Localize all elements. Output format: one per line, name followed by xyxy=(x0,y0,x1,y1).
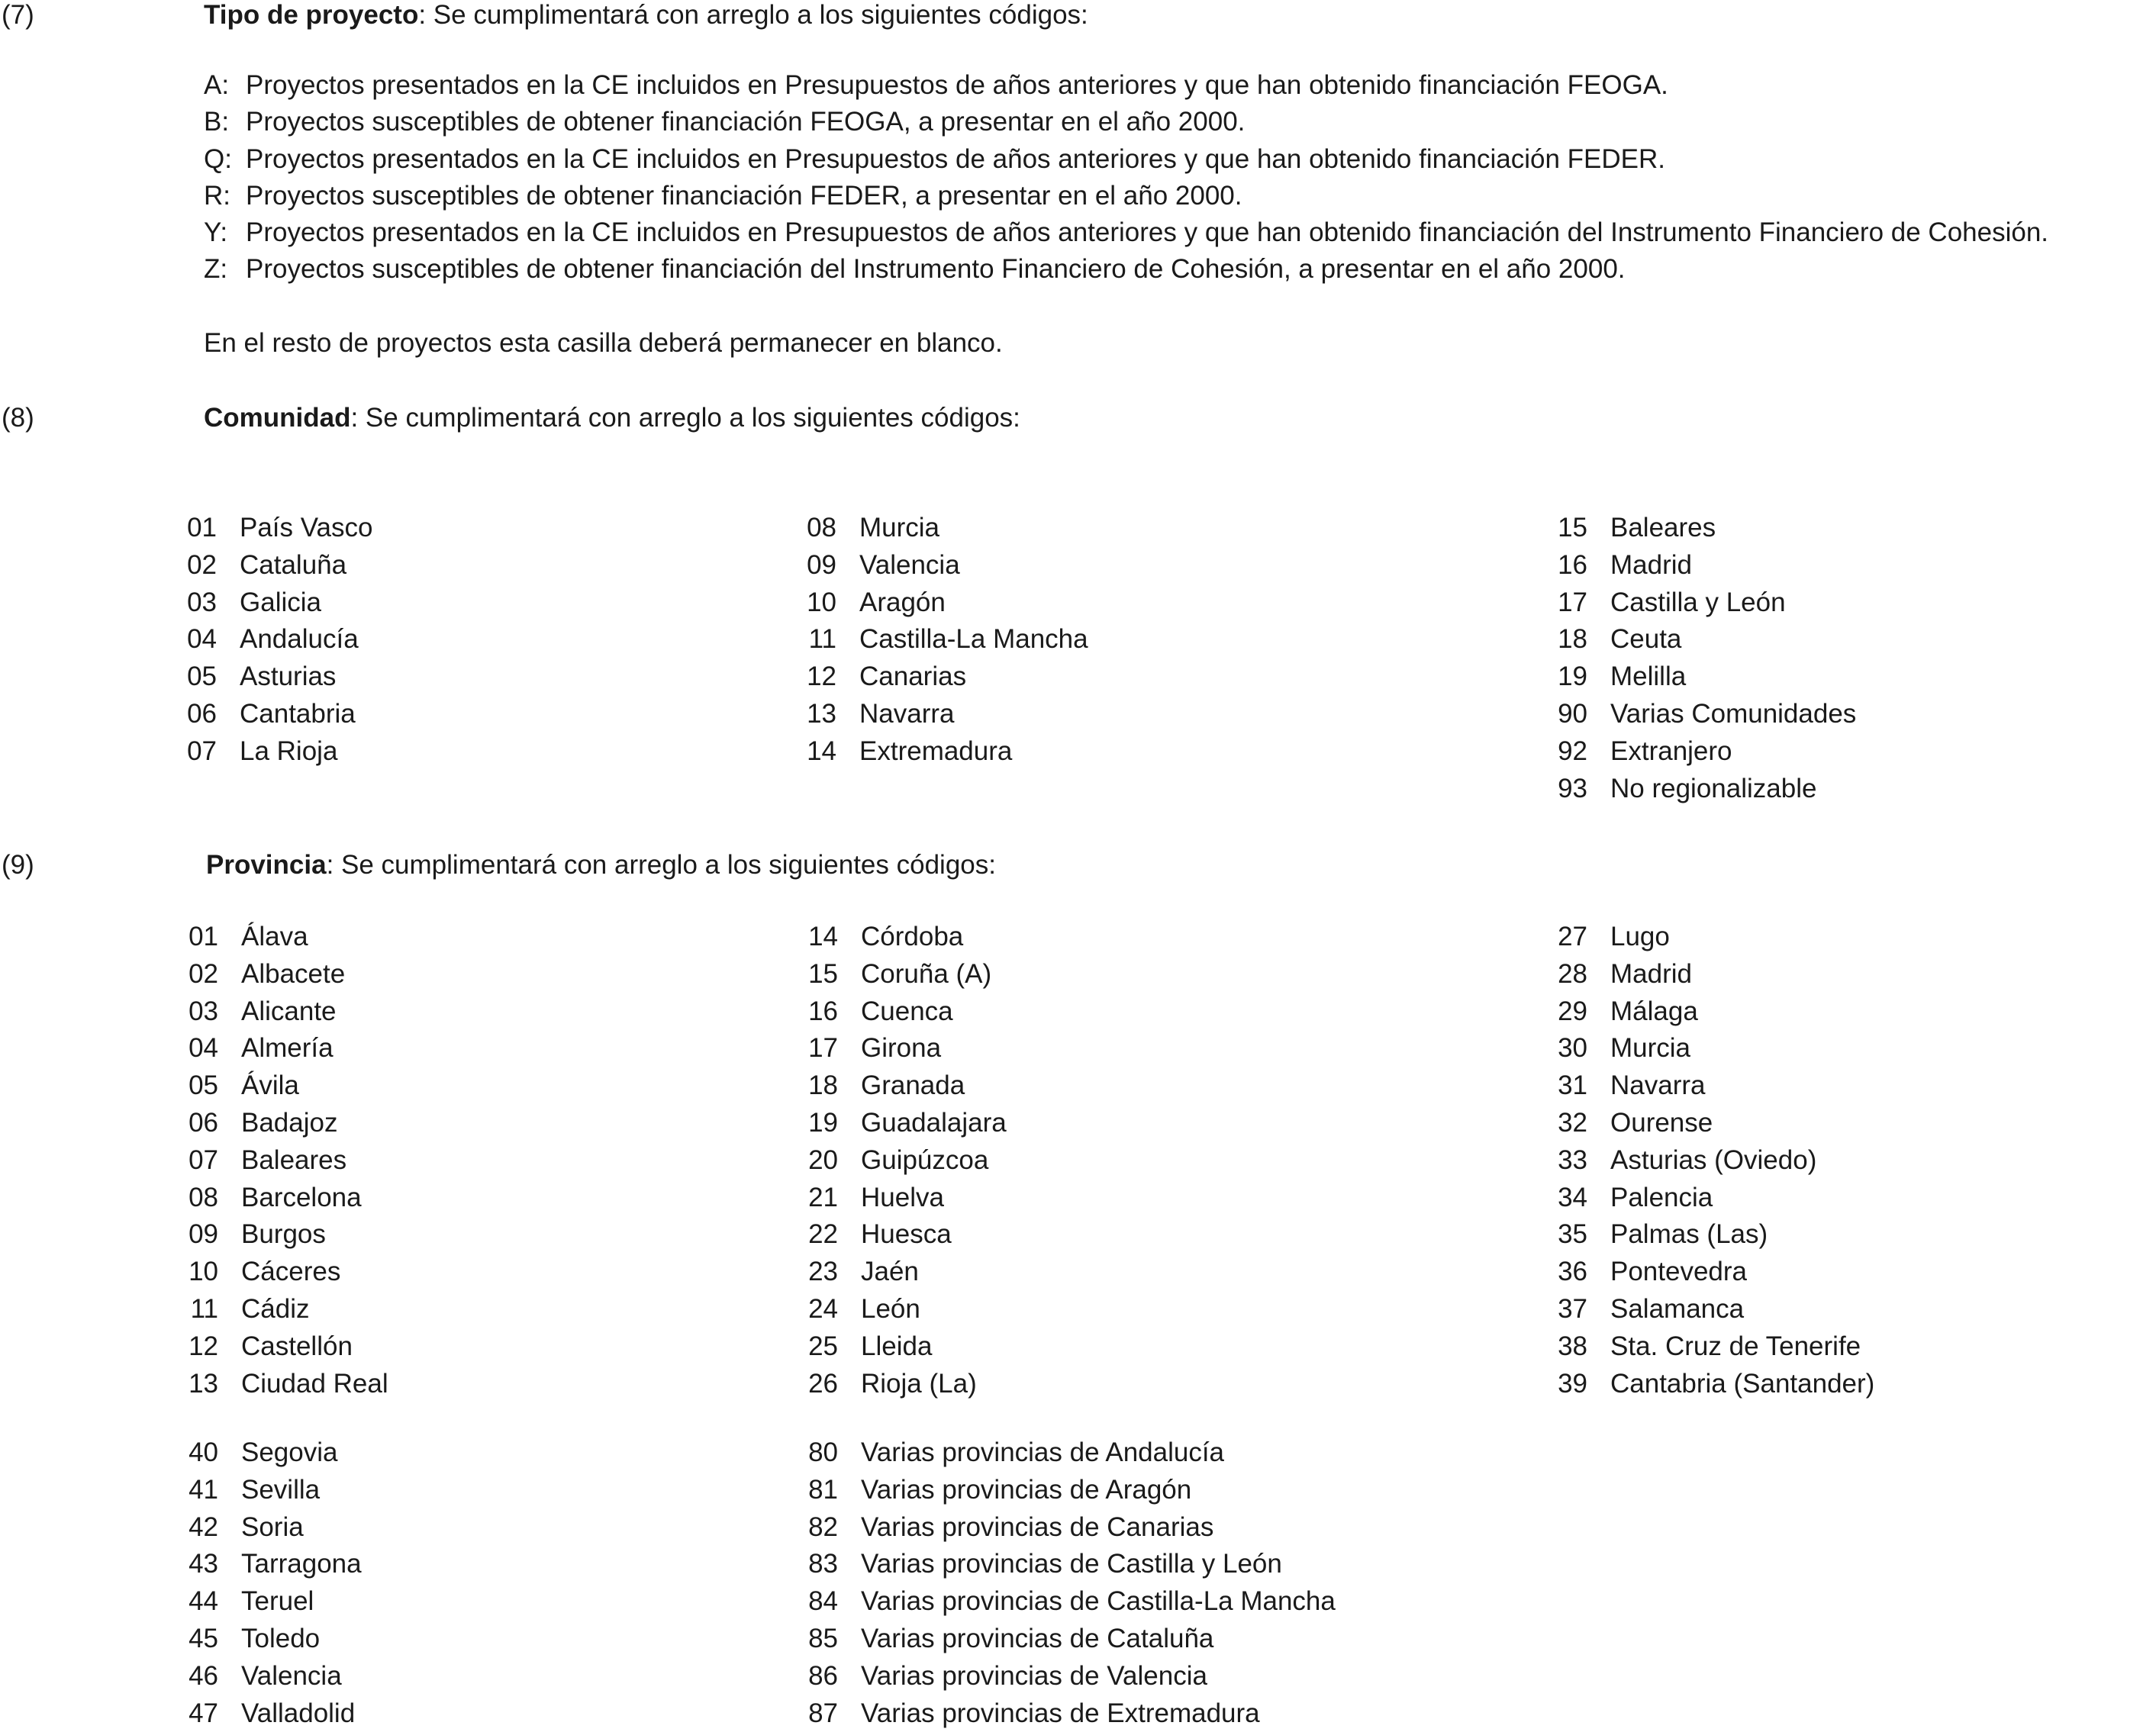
province-column-4 xyxy=(182,1434,362,1732)
list-item xyxy=(182,1105,388,1142)
code-name: País Vasco xyxy=(240,513,373,542)
list-item xyxy=(801,1366,1007,1403)
list-item xyxy=(182,1142,388,1180)
code-name: Asturias xyxy=(240,662,337,692)
code-name: Andalucía xyxy=(240,624,359,655)
code-number: 03 xyxy=(189,996,218,1026)
code-name: Valladolid xyxy=(241,1698,356,1728)
code-name: Varias provincias de Aragón xyxy=(861,1474,1192,1505)
code-name: Segovia xyxy=(241,1437,338,1467)
code-name: Cataluña xyxy=(240,549,347,580)
code-name: Guadalajara xyxy=(861,1107,1007,1138)
section-9-intro: : Se cumplimentará con arreglo a los siguientes códigos: xyxy=(326,850,996,880)
code-name: Cáceres xyxy=(241,1257,341,1287)
list-item xyxy=(1554,956,1874,993)
list-item xyxy=(1554,1366,1874,1403)
code-name: Sta. Cruz de Tenerife xyxy=(1610,1331,1861,1361)
code-name: Murcia xyxy=(859,513,940,542)
code-number: 84 xyxy=(808,1586,838,1617)
code-number: 38 xyxy=(1558,1331,1587,1361)
code-number: 40 xyxy=(189,1437,218,1467)
code-name: Tarragona xyxy=(241,1549,362,1579)
code-name: Sevilla xyxy=(241,1474,321,1505)
project-type-code-y xyxy=(204,217,2048,248)
code-number: 19 xyxy=(808,1107,838,1138)
code-name: Burgos xyxy=(241,1219,326,1250)
code-name: Lleida xyxy=(861,1331,933,1361)
code-number: 21 xyxy=(808,1182,838,1212)
code-number: 33 xyxy=(1558,1144,1587,1175)
code-name: Granada xyxy=(861,1070,965,1101)
section-8-heading xyxy=(204,403,1020,433)
list-item xyxy=(182,1366,388,1403)
list-item xyxy=(801,1291,1007,1328)
list-item xyxy=(180,696,372,733)
list-item xyxy=(800,733,1088,771)
province-column-5 xyxy=(801,1434,1336,1732)
code-number: 02 xyxy=(189,958,218,989)
code-number: 13 xyxy=(189,1368,218,1399)
code-name: Valencia xyxy=(241,1660,342,1691)
list-item xyxy=(1554,1216,1874,1254)
list-item xyxy=(1554,510,1856,547)
code-name: Soria xyxy=(241,1511,304,1542)
list-item xyxy=(801,1658,1336,1695)
section-7-heading xyxy=(204,0,1088,31)
list-item xyxy=(182,1328,388,1366)
code-name: Lugo xyxy=(1610,922,1670,951)
code-name: Castilla y León xyxy=(1610,587,1786,617)
list-item xyxy=(1554,1030,1874,1067)
list-item xyxy=(1554,584,1856,622)
list-item xyxy=(801,1105,1007,1142)
project-type-code-a xyxy=(204,70,1668,101)
list-item xyxy=(801,1142,1007,1180)
list-item xyxy=(800,658,1088,696)
list-item xyxy=(801,1583,1336,1621)
list-item xyxy=(1554,771,1856,808)
code-number: 14 xyxy=(807,736,836,766)
list-item xyxy=(1554,1254,1874,1291)
section-9-title: Provincia xyxy=(206,850,327,880)
code-name: Barcelona xyxy=(241,1182,362,1212)
code-number: 12 xyxy=(807,662,836,692)
code-name: Canarias xyxy=(859,662,967,692)
code-name: Teruel xyxy=(241,1586,314,1617)
list-item xyxy=(801,1067,1007,1105)
list-item xyxy=(800,510,1088,547)
code-name: Castilla-La Mancha xyxy=(859,624,1088,655)
list-item xyxy=(180,547,372,584)
code-number: 07 xyxy=(189,1144,218,1175)
list-item xyxy=(801,1328,1007,1366)
code-name: Varias provincias de Andalucía xyxy=(861,1437,1225,1467)
list-item xyxy=(182,1067,388,1105)
code-number: 47 xyxy=(189,1698,218,1728)
code-name: Palmas (Las) xyxy=(1610,1219,1768,1250)
list-item xyxy=(1554,696,1856,733)
code-name: La Rioja xyxy=(240,736,338,766)
code-name: Melilla xyxy=(1610,662,1687,692)
list-item xyxy=(801,1509,1336,1547)
section-7-intro: : Se cumplimentará con arreglo a los siguientes códigos: xyxy=(418,0,1088,30)
code-number: 11 xyxy=(808,624,836,655)
code-number: 26 xyxy=(808,1368,838,1399)
code-number: 10 xyxy=(807,587,836,617)
list-item xyxy=(801,1216,1007,1254)
code-number: 28 xyxy=(1558,958,1587,989)
code-name: Cádiz xyxy=(241,1293,310,1324)
code-number: 37 xyxy=(1558,1293,1587,1324)
code-name: Extranjero xyxy=(1610,736,1732,766)
list-item xyxy=(180,621,372,658)
code-number: 80 xyxy=(808,1437,838,1467)
list-item xyxy=(182,1695,362,1732)
code-name: Navarra xyxy=(859,698,955,729)
code-name: Madrid xyxy=(1610,958,1692,989)
code-name: Extremadura xyxy=(859,736,1013,766)
code-name: Varias Comunidades xyxy=(1610,698,1857,729)
code-name: Jaén xyxy=(861,1257,919,1287)
code-name: Rioja (La) xyxy=(861,1368,977,1399)
code-number: 14 xyxy=(808,922,838,951)
code-name: Valencia xyxy=(859,549,960,580)
code-number: 18 xyxy=(808,1070,838,1101)
code-number: 11 xyxy=(190,1293,218,1324)
code-number: 15 xyxy=(1558,513,1587,542)
code-number: 93 xyxy=(1558,773,1587,803)
code-name: Cantabria (Santander) xyxy=(1610,1368,1875,1399)
code-number: 18 xyxy=(1558,624,1587,655)
list-item xyxy=(801,1621,1336,1658)
code-name: Ourense xyxy=(1610,1107,1713,1138)
province-column-1 xyxy=(182,919,388,1402)
code-name: Baleares xyxy=(241,1144,347,1175)
code-number: 06 xyxy=(187,698,217,729)
code-name: No regionalizable xyxy=(1610,773,1817,803)
list-item xyxy=(1554,1067,1874,1105)
project-type-code-z xyxy=(204,254,1626,285)
code-number: 03 xyxy=(187,587,217,617)
code-number: 12 xyxy=(189,1331,218,1361)
list-item xyxy=(182,1216,388,1254)
code-name: Varias provincias de Cataluña xyxy=(861,1623,1214,1653)
code-name: Huelva xyxy=(861,1182,944,1212)
code-number: 01 xyxy=(189,922,218,951)
code-name: Palencia xyxy=(1610,1182,1713,1212)
list-item xyxy=(800,696,1088,733)
code-number: 81 xyxy=(808,1474,838,1505)
code-description: Proyectos susceptibles de obtener financiación del Instrumento Financiero de Cohesión, a presentar en el año 2000. xyxy=(246,254,1626,284)
project-type-code-q xyxy=(204,144,1665,175)
code-number: 32 xyxy=(1558,1107,1587,1138)
code-number: 09 xyxy=(807,549,836,580)
list-item xyxy=(182,1546,362,1583)
code-number: 43 xyxy=(189,1549,218,1579)
code-number: 02 xyxy=(187,549,217,580)
list-item xyxy=(182,1291,388,1328)
code-letter: Z: xyxy=(204,254,228,284)
code-number: 35 xyxy=(1558,1219,1587,1250)
code-name: Girona xyxy=(861,1033,942,1064)
list-item xyxy=(801,1030,1007,1067)
code-number: 83 xyxy=(808,1549,838,1579)
code-name: Coruña (A) xyxy=(861,958,992,989)
code-number: 87 xyxy=(808,1698,838,1728)
code-description: Proyectos susceptibles de obtener financiación FEDER, a presentar en el año 2000. xyxy=(246,181,1242,211)
code-name: Guipúzcoa xyxy=(861,1144,989,1175)
code-number: 04 xyxy=(189,1033,218,1064)
list-item xyxy=(182,1180,388,1217)
code-number: 04 xyxy=(187,624,217,655)
list-item xyxy=(182,1583,362,1621)
code-name: Albacete xyxy=(241,958,346,989)
list-item xyxy=(1554,733,1856,771)
section-9-heading xyxy=(206,850,996,880)
code-number: 92 xyxy=(1558,736,1587,766)
code-name: León xyxy=(861,1293,920,1324)
section-7-number: (7) xyxy=(2,0,34,30)
list-item xyxy=(182,919,388,956)
code-number: 10 xyxy=(189,1257,218,1287)
code-name: Alicante xyxy=(241,996,337,1026)
code-number: 29 xyxy=(1558,996,1587,1026)
code-name: Cuenca xyxy=(861,996,953,1026)
code-number: 16 xyxy=(1558,549,1587,580)
list-item xyxy=(182,1030,388,1067)
code-name: Ciudad Real xyxy=(241,1368,388,1399)
province-column-3 xyxy=(1554,919,1874,1402)
community-column-1 xyxy=(180,510,372,771)
code-name: Almería xyxy=(241,1033,334,1064)
code-number: 27 xyxy=(1558,922,1587,951)
list-item xyxy=(801,1254,1007,1291)
code-number: 86 xyxy=(808,1660,838,1691)
code-number: 01 xyxy=(187,513,217,542)
code-number: 20 xyxy=(808,1144,838,1175)
list-item xyxy=(801,1434,1336,1472)
code-number: 17 xyxy=(808,1033,838,1064)
code-name: Baleares xyxy=(1610,513,1716,542)
code-letter: R: xyxy=(204,181,230,211)
code-number: 22 xyxy=(808,1219,838,1250)
code-number: 39 xyxy=(1558,1368,1587,1399)
code-name: Ceuta xyxy=(1610,624,1682,655)
list-item xyxy=(1554,658,1856,696)
list-item xyxy=(801,1546,1336,1583)
code-number: 08 xyxy=(807,513,836,542)
community-column-3 xyxy=(1554,510,1856,807)
list-item xyxy=(182,1509,362,1547)
list-item xyxy=(180,510,372,547)
code-number: 90 xyxy=(1558,698,1587,729)
code-number: 30 xyxy=(1558,1033,1587,1064)
code-name: Castellón xyxy=(241,1331,353,1361)
code-number: 41 xyxy=(189,1474,218,1505)
code-name: Galicia xyxy=(240,587,321,617)
code-name: Varias provincias de Castilla y León xyxy=(861,1549,1282,1579)
list-item xyxy=(182,1658,362,1695)
list-item xyxy=(180,658,372,696)
list-item xyxy=(182,1472,362,1509)
code-description: Proyectos presentados en la CE incluidos en Presupuestos de años anteriores y que han obtenido financiación del Instrumento Financiero de Cohesión. xyxy=(246,217,2049,247)
code-number: 16 xyxy=(808,996,838,1026)
project-type-code-b xyxy=(204,107,1245,137)
list-item xyxy=(182,993,388,1031)
list-item xyxy=(800,621,1088,658)
code-number: 36 xyxy=(1558,1257,1587,1287)
code-name: Álava xyxy=(241,922,308,951)
code-number: 45 xyxy=(189,1623,218,1653)
code-name: Ávila xyxy=(241,1070,299,1101)
list-item xyxy=(1554,1142,1874,1180)
list-item xyxy=(1554,1180,1874,1217)
section-8-intro: : Se cumplimentará con arreglo a los siguientes códigos: xyxy=(350,403,1020,433)
list-item xyxy=(801,1472,1336,1509)
code-number: 85 xyxy=(808,1623,838,1653)
code-name: Varias provincias de Extremadura xyxy=(861,1698,1260,1728)
code-name: Málaga xyxy=(1610,996,1698,1026)
section-9-number: (9) xyxy=(2,850,34,880)
code-number: 17 xyxy=(1558,587,1587,617)
code-letter: Q: xyxy=(204,144,232,174)
code-name: Aragón xyxy=(859,587,946,617)
code-number: 24 xyxy=(808,1293,838,1324)
code-name: Salamanca xyxy=(1610,1293,1745,1324)
list-item xyxy=(182,1621,362,1658)
list-item xyxy=(1554,1291,1874,1328)
community-column-2 xyxy=(800,510,1088,771)
province-column-2 xyxy=(801,919,1007,1402)
code-name: Madrid xyxy=(1610,549,1692,580)
code-letter: A: xyxy=(204,70,230,100)
section-8-title: Comunidad xyxy=(204,403,351,433)
code-letter: Y: xyxy=(204,217,228,247)
section-7-note: En el resto de proyectos esta casilla deberá permanecer en blanco. xyxy=(204,328,1003,358)
code-description: Proyectos presentados en la CE incluidos en Presupuestos de años anteriores y que han obtenido financiación FEOGA. xyxy=(246,70,1668,100)
code-letter: B: xyxy=(204,107,230,137)
list-item xyxy=(801,1695,1336,1732)
code-number: 46 xyxy=(189,1660,218,1691)
code-name: Asturias (Oviedo) xyxy=(1610,1144,1817,1175)
code-name: Pontevedra xyxy=(1610,1257,1748,1287)
code-number: 34 xyxy=(1558,1182,1587,1212)
code-number: 25 xyxy=(808,1331,838,1361)
code-number: 42 xyxy=(189,1511,218,1542)
code-number: 07 xyxy=(187,736,217,766)
code-name: Huesca xyxy=(861,1219,952,1250)
list-item xyxy=(180,584,372,622)
code-number: 06 xyxy=(189,1107,218,1138)
code-name: Toledo xyxy=(241,1623,321,1653)
section-8-number: (8) xyxy=(2,403,34,433)
list-item xyxy=(180,733,372,771)
code-description: Proyectos presentados en la CE incluidos en Presupuestos de años anteriores y que han obtenido financiación FEDER. xyxy=(246,144,1666,174)
code-number: 15 xyxy=(808,958,838,989)
list-item xyxy=(1554,1105,1874,1142)
code-number: 82 xyxy=(808,1511,838,1542)
code-name: Córdoba xyxy=(861,922,964,951)
list-item xyxy=(801,956,1007,993)
section-7-title: Tipo de proyecto xyxy=(204,0,419,30)
code-name: Badajoz xyxy=(241,1107,338,1138)
list-item xyxy=(1554,993,1874,1031)
code-number: 05 xyxy=(187,662,217,692)
code-number: 23 xyxy=(808,1257,838,1287)
list-item xyxy=(1554,621,1856,658)
list-item xyxy=(182,1434,362,1472)
code-description: Proyectos susceptibles de obtener financiación FEOGA, a presentar en el año 2000. xyxy=(246,107,1246,137)
code-number: 05 xyxy=(189,1070,218,1101)
code-name: Varias provincias de Canarias xyxy=(861,1511,1214,1542)
project-type-code-r xyxy=(204,181,1242,211)
code-number: 09 xyxy=(189,1219,218,1250)
code-name: Cantabria xyxy=(240,698,356,729)
list-item xyxy=(801,993,1007,1031)
list-item xyxy=(801,1180,1007,1217)
list-item xyxy=(1554,919,1874,956)
list-item xyxy=(182,1254,388,1291)
list-item xyxy=(801,919,1007,956)
code-name: Murcia xyxy=(1610,1033,1691,1064)
list-item xyxy=(1554,547,1856,584)
code-name: Navarra xyxy=(1610,1070,1706,1101)
list-item xyxy=(182,956,388,993)
code-name: Varias provincias de Castilla-La Mancha xyxy=(861,1586,1336,1617)
list-item xyxy=(800,584,1088,622)
list-item xyxy=(1554,1328,1874,1366)
code-number: 13 xyxy=(807,698,836,729)
code-number: 31 xyxy=(1558,1070,1587,1101)
code-number: 44 xyxy=(189,1586,218,1617)
code-name: Varias provincias de Valencia xyxy=(861,1660,1207,1691)
list-item xyxy=(800,547,1088,584)
code-number: 08 xyxy=(189,1182,218,1212)
code-number: 19 xyxy=(1558,662,1587,692)
